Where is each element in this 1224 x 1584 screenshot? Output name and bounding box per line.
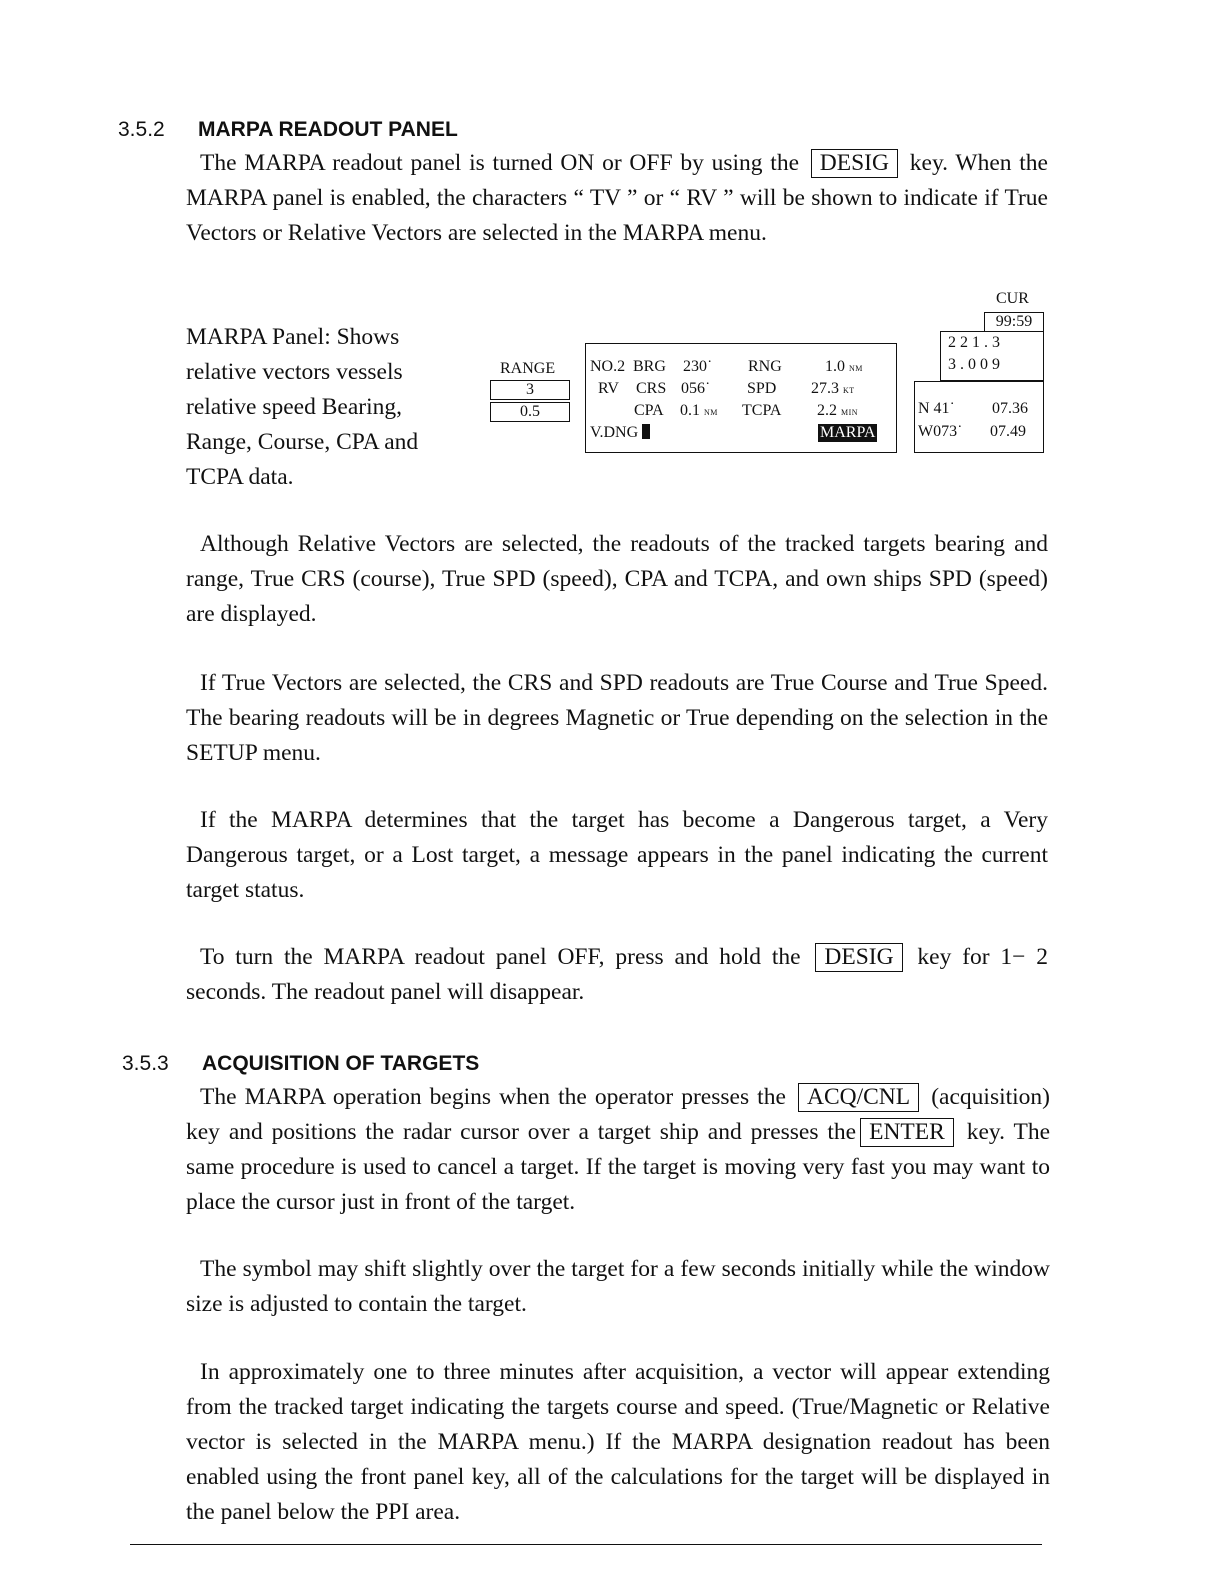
brg-label: BRG <box>633 358 666 375</box>
cur-time: 99:59 <box>984 312 1044 332</box>
crs-value: 056˙ <box>681 380 711 397</box>
paragraph-desig-toggle: The MARPA readout panel is turned ON or OFF by using the DESIG key. When the MARPA panel is enabled, the characters “ TV ” or “ RV ” will be shown to indicate if True Vectors or Relative Vectors are selected in the MARPA menu. <box>186 150 1048 246</box>
section-heading-353 <box>122 1052 479 1076</box>
enter-key-label: ENTER <box>860 1118 954 1147</box>
lon-value: 07.49 <box>990 423 1026 440</box>
marpa-indicator: MARPA <box>820 424 876 441</box>
rng-value: 1.0 NM <box>825 358 863 375</box>
range-value-2: 0.5 <box>490 402 570 422</box>
spd-label: SPD <box>747 380 777 397</box>
spd-value: 27.3 KT <box>811 380 855 397</box>
cur-value-2: 3 . 0 0 9 <box>948 356 1000 373</box>
rng-label: RNG <box>748 358 782 375</box>
footer-rule <box>130 1544 1042 1545</box>
paragraph-acquisition: The MARPA operation begins when the operator presses the ACQ/CNL (acquisition) key and positions the radar cursor over a target ship and presses the ENTER key. The same procedure is used to cancel a target. If the target is moving very fast you may want to place the cursor just in front of the target. <box>186 1084 1051 1215</box>
paragraph-true-vectors: If True Vectors are selected, the CRS and SPD readouts are True Course and True Speed. The bearing readouts will be in degrees Magnetic or True depending on the selection in the SETUP menu. <box>186 670 1048 766</box>
vector-mode: RV <box>598 380 619 397</box>
range-label: RANGE <box>500 360 556 377</box>
crs-label: CRS <box>636 380 667 397</box>
lat-value: 07.36 <box>992 400 1028 417</box>
tcpa-label: TCPA <box>742 402 782 419</box>
cpa-label: CPA <box>634 402 664 419</box>
cpa-value: 0.1 NM <box>680 402 718 419</box>
panel-caption: MARPA Panel: Shows relative vectors vessels relative speed Bearing, Range, Course, CPA and TCPA data. <box>186 324 419 490</box>
range-value-1: 3 <box>490 380 570 400</box>
paragraph-turn-off: To turn the MARPA readout panel OFF, press and hold the DESIG key for 1− 2 seconds. The readout panel will disappear. <box>186 944 1048 1005</box>
cur-label: CUR <box>996 290 1029 307</box>
section-title: ACQUISITION OF TARGETS <box>202 1052 480 1075</box>
acq-cnl-key-label: ACQ/CNL <box>798 1083 919 1112</box>
tcpa-value: 2.2 MIN <box>817 402 859 419</box>
vdng-status: V.DNG <box>590 424 650 442</box>
section-number: 3.5.3 <box>122 1052 169 1075</box>
desig-key-label: DESIG <box>815 943 902 972</box>
paragraph-vector-appear: In approximately one to three minutes after acquisition, a vector will appear extending from the tracked target indicating the targets course and speed. (True/Magnetic or Relative vector is selected in the MARPA menu.) If the MARPA designation readout has been enabled using the front panel key, all of the calculations for the target will be displayed in the panel below the PPI area. <box>186 1359 1050 1525</box>
desig-key-label: DESIG <box>811 149 898 178</box>
target-number: NO.2 <box>590 358 626 375</box>
paragraph-dangerous-target: If the MARPA determines that the target has become a Dangerous target, a Very Dangerous target, or a Lost target, a message appears in the panel indicating the current target status. <box>186 807 1048 903</box>
paragraph-relative-vectors: Although Relative Vectors are selected, the readouts of the tracked targets bearing and range, True CRS (course), True SPD (speed), CPA and TCPA, and own ships SPD (speed) are displayed. <box>186 531 1048 627</box>
section-heading-352 <box>118 118 458 142</box>
lat-label: N 41˙ <box>918 400 955 417</box>
status-cursor-block <box>642 424 650 439</box>
cur-value-1: 2 2 1 . 3 <box>948 334 1000 351</box>
section-number: 3.5.2 <box>118 118 165 141</box>
section-title: MARPA READOUT PANEL <box>198 118 458 141</box>
paragraph-symbol-shift: The symbol may shift slightly over the target for a few seconds initially while the window size is adjusted to contain the target. <box>186 1256 1050 1317</box>
lon-label: W073˙ <box>918 423 963 440</box>
brg-value: 230˙ <box>683 358 713 375</box>
